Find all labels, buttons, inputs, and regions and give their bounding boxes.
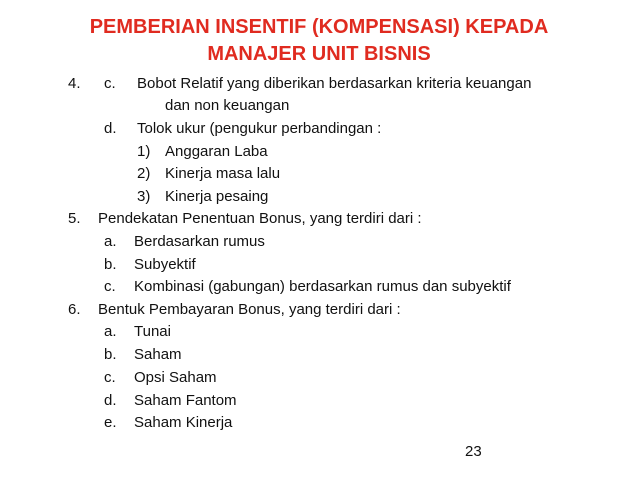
item-6-number: 6. (68, 301, 81, 318)
item-5c-text: Kombinasi (gabungan) berdasarkan rumus dan subyektif (134, 278, 511, 295)
item-4-number: 4. (68, 75, 81, 92)
item-6c-marker: c. (104, 369, 116, 386)
item-4c-text-line1: Bobot Relatif yang diberikan berdasarkan kriteria keuangan (137, 75, 532, 92)
item-6-text: Bentuk Pembayaran Bonus, yang terdiri dari : (98, 301, 401, 318)
item-5b-marker: b. (104, 256, 117, 273)
item-6a-marker: a. (104, 323, 117, 340)
item-5a-text: Berdasarkan rumus (134, 233, 265, 250)
item-6c-text: Opsi Saham (134, 369, 217, 386)
item-4d3-text: Kinerja pesaing (165, 188, 269, 205)
item-5b-text: Subyektif (134, 256, 196, 273)
item-5c-marker: c. (104, 278, 116, 295)
item-4d-marker: d. (104, 120, 117, 137)
item-6e-text: Saham Kinerja (134, 414, 233, 431)
item-4c-text-line2: dan non keuangan (165, 97, 290, 114)
title-line-1: PEMBERIAN INSENTIF (KOMPENSASI) KEPADA (89, 16, 549, 38)
item-6d-text: Saham Fantom (134, 392, 237, 409)
item-5a-marker: a. (104, 233, 117, 250)
item-6d-marker: d. (104, 392, 117, 409)
item-5-number: 5. (68, 210, 81, 227)
title-line-2: MANAJER UNIT BISNIS (207, 43, 431, 65)
item-4d-text: Tolok ukur (pengukur perbandingan : (137, 120, 382, 137)
item-4d2-marker: 2) (137, 165, 151, 182)
item-6b-text: Saham (134, 346, 182, 363)
item-4d1-marker: 1) (137, 143, 151, 160)
item-6b-marker: b. (104, 346, 117, 363)
slide-title (40, 14, 598, 68)
item-4c-marker: c. (104, 75, 116, 92)
item-6e-marker: e. (104, 414, 117, 431)
item-6a-text: Tunai (134, 323, 171, 340)
item-4d3-marker: 3) (137, 188, 151, 205)
item-4d1-text: Anggaran Laba (165, 143, 268, 160)
item-4d2-text: Kinerja masa lalu (165, 165, 281, 182)
page-number: 23 (465, 443, 482, 460)
item-5-text: Pendekatan Penentuan Bonus, yang terdiri dari : (98, 210, 422, 227)
